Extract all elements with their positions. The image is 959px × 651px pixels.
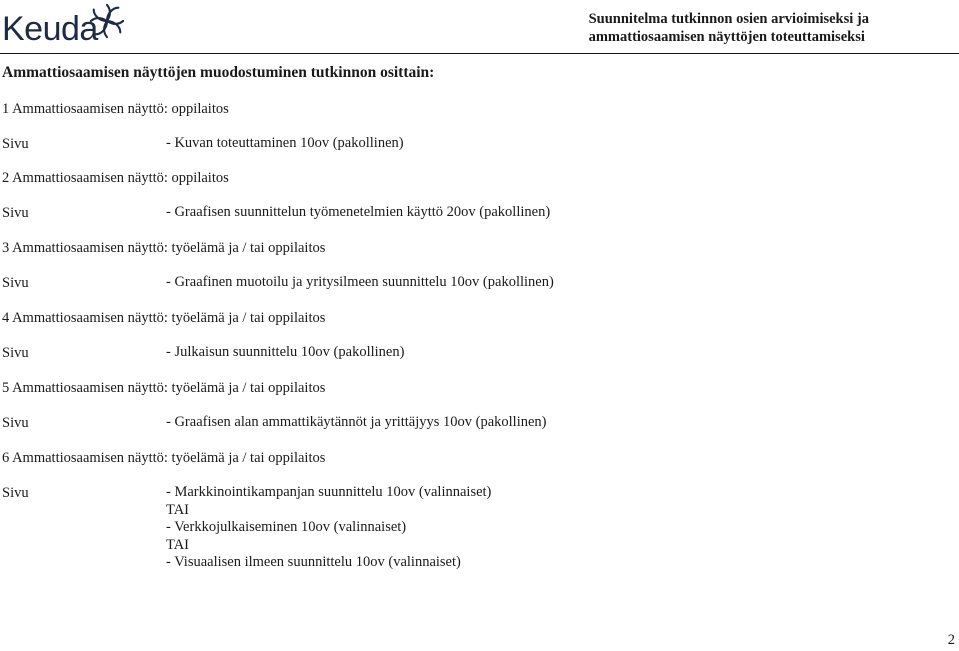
module-line: - Kuvan toteuttaminen 10ov (pakollinen) xyxy=(166,135,404,151)
section-6 xyxy=(2,449,932,572)
sivu-label: Sivu xyxy=(2,275,29,291)
sivu-label: Sivu xyxy=(2,205,29,221)
page-number: 2 xyxy=(947,632,955,648)
section-title: 2 Ammattiosaamisen näyttö: oppilaitos xyxy=(2,170,229,186)
alternative-separator: TAI xyxy=(166,536,189,553)
header-title-line-1: Suunnitelma tutkinnon osien arvioimiseksi ja xyxy=(588,11,869,27)
sivu-label: Sivu xyxy=(2,345,29,361)
section-title: 3 Ammattiosaamisen näyttö: työelämä ja / tai oppilaitos xyxy=(2,240,326,256)
section-5 xyxy=(2,379,932,432)
module-line: - Markkinointikampanjan suunnittelu 10ov (valinnaiset) xyxy=(166,484,492,500)
document-header-title xyxy=(589,10,869,46)
section-4 xyxy=(2,309,932,362)
section-title: 6 Ammattiosaamisen näyttö: työelämä ja / tai oppilaitos xyxy=(2,450,326,466)
section-2 xyxy=(2,169,932,222)
main-heading: Ammattiosaamisen näyttöjen muodostuminen tutkinnon osittain: xyxy=(2,64,435,81)
section-title: 4 Ammattiosaamisen näyttö: työelämä ja / tai oppilaitos xyxy=(2,310,326,326)
module-line: - Graafisen alan ammattikäytännöt ja yrittäjyys 10ov (pakollinen) xyxy=(166,414,547,430)
logo-pinwheel-icon xyxy=(88,2,126,40)
module-line: - Julkaisun suunnittelu 10ov (pakollinen) xyxy=(166,344,405,360)
module-line: - Visuaalisen ilmeen suunnittelu 10ov (valinnaiset) xyxy=(166,554,461,570)
sivu-label: Sivu xyxy=(2,136,29,152)
section-1 xyxy=(2,100,932,153)
section-title: 5 Ammattiosaamisen näyttö: työelämä ja / tai oppilaitos xyxy=(2,380,326,396)
sivu-label: Sivu xyxy=(2,485,29,501)
sivu-label: Sivu xyxy=(2,415,29,431)
header-divider xyxy=(0,53,959,54)
header-title-line-2: ammattiosaamisen näyttöjen toteuttamiseksi xyxy=(588,29,865,45)
section-title: 1 Ammattiosaamisen näyttö: oppilaitos xyxy=(2,101,229,117)
module-line: - Verkkojulkaiseminen 10ov (valinnaiset) xyxy=(166,519,407,535)
keuda-logo xyxy=(0,0,140,52)
module-line: - Graafinen muotoilu ja yritysilmeen suunnittelu 10ov (pakollinen) xyxy=(166,274,554,290)
alternative-separator: TAI xyxy=(166,501,189,518)
logo-wordmark: Keuda xyxy=(2,10,98,48)
section-3 xyxy=(2,239,932,292)
module-line: - Graafisen suunnittelun työmenetelmien käyttö 20ov (pakollinen) xyxy=(166,204,551,220)
